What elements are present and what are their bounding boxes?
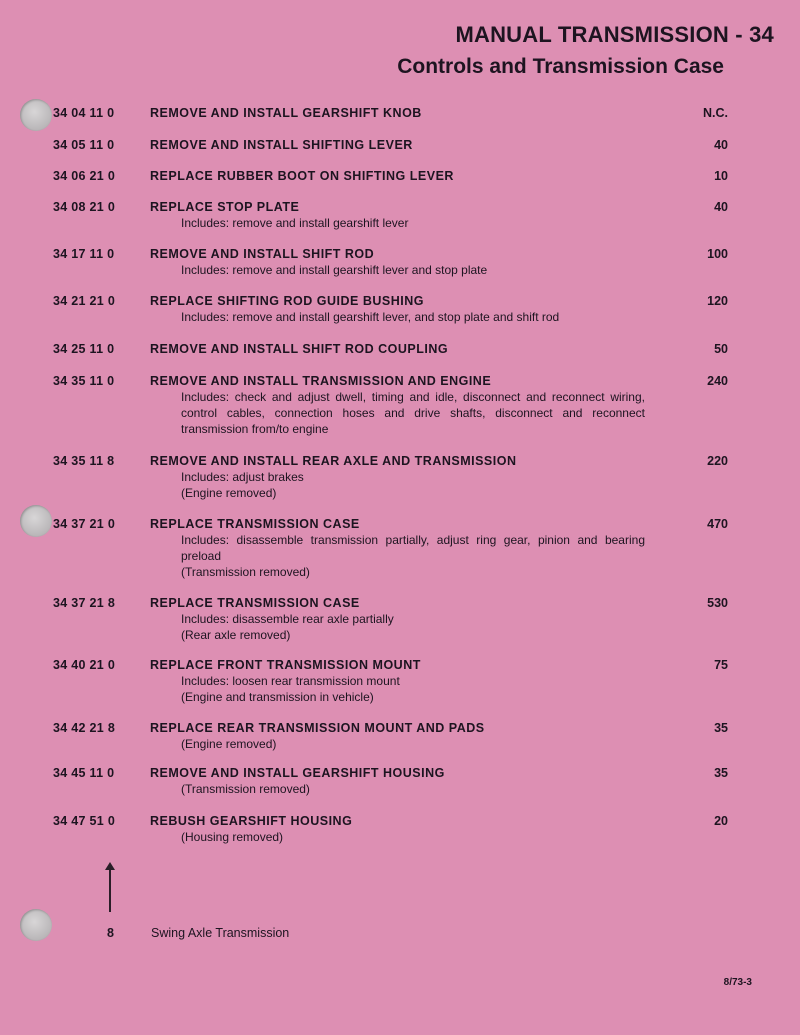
- includes-text: Includes: disassemble rear axle partially: [181, 612, 394, 626]
- time-value: 75: [714, 658, 728, 672]
- includes-text: Includes: remove and install gearshift lever, and stop plate and shift rod: [181, 310, 560, 324]
- operation-title: REMOVE AND INSTALL SHIFT ROD: [150, 247, 375, 261]
- binder-hole-top: [20, 99, 52, 131]
- condition-note: (Engine and transmission in vehicle): [181, 690, 374, 704]
- time-value: 20: [714, 814, 728, 828]
- section-name: Swing Axle Transmission: [151, 926, 290, 940]
- page-title: MANUAL TRANSMISSION - 34: [455, 22, 774, 47]
- time-value: 530: [707, 596, 728, 610]
- includes-text: Includes: loosen rear transmission mount: [181, 674, 400, 688]
- operation-code: 34 25 11 0: [53, 342, 115, 356]
- operation-title: REPLACE TRANSMISSION CASE: [150, 517, 360, 531]
- includes-text: Includes: adjust brakes: [181, 470, 304, 484]
- condition-note: (Engine removed): [181, 737, 277, 751]
- time-value: 470: [707, 517, 728, 531]
- operation-title: REPLACE REAR TRANSMISSION MOUNT AND PADS: [150, 721, 485, 735]
- operation-title: REMOVE AND INSTALL GEARSHIFT HOUSING: [150, 766, 445, 780]
- page-subtitle: Controls and Transmission Case: [397, 55, 724, 78]
- condition-note: (Rear axle removed): [181, 628, 291, 642]
- includes-text: Includes: disassemble transmission partially, adjust ring gear, pinion and bearing preload: [181, 533, 645, 563]
- time-value: N.C.: [703, 106, 728, 120]
- time-value: 35: [714, 766, 728, 780]
- condition-note: (Engine removed): [181, 486, 277, 500]
- operation-title: REPLACE RUBBER BOOT ON SHIFTING LEVER: [150, 169, 454, 183]
- operation-code: 34 21 21 0: [53, 294, 116, 308]
- time-value: 240: [707, 374, 728, 388]
- operation-code: 34 17 11 0: [53, 247, 115, 261]
- operation-code: 34 35 11 0: [53, 374, 115, 388]
- operation-code: 34 42 21 8: [53, 721, 116, 735]
- includes-text: Includes: check and adjust dwell, timing and idle, disconnect and reconnect wiring, control cables, connection hoses and drive shafts, disconnect and reconnect transmission from/to engine: [181, 390, 645, 436]
- time-value: 120: [707, 294, 728, 308]
- binder-hole-middle: [20, 505, 52, 537]
- operation-code: 34 37 21 0: [53, 517, 116, 531]
- operation-title: REPLACE SHIFTING ROD GUIDE BUSHING: [150, 294, 424, 308]
- operation-title: REMOVE AND INSTALL SHIFTING LEVER: [150, 138, 413, 152]
- time-value: 50: [714, 342, 728, 356]
- operation-title: REPLACE FRONT TRANSMISSION MOUNT: [150, 658, 421, 672]
- condition-note: (Transmission removed): [181, 565, 310, 579]
- condition-note: (Housing removed): [181, 830, 284, 844]
- document-reference: 8/73-3: [723, 977, 752, 988]
- arrow-line: [109, 868, 111, 912]
- operation-code: 34 06 21 0: [53, 169, 116, 183]
- operation-code: 34 04 11 0: [53, 106, 115, 120]
- operation-code: 34 47 51 0: [53, 814, 116, 828]
- operation-title: REBUSH GEARSHIFT HOUSING: [150, 814, 353, 828]
- operation-title: REMOVE AND INSTALL REAR AXLE AND TRANSMISSION: [150, 454, 517, 468]
- operation-title: REPLACE STOP PLATE: [150, 200, 300, 214]
- operation-code: 34 35 11 8: [53, 454, 115, 468]
- time-value: 220: [707, 454, 728, 468]
- binder-hole-bottom: [20, 909, 52, 941]
- time-value: 40: [714, 200, 728, 214]
- operation-code: 34 40 21 0: [53, 658, 116, 672]
- operation-code: 34 45 11 0: [53, 766, 115, 780]
- operation-title: REPLACE TRANSMISSION CASE: [150, 596, 360, 610]
- operation-code: 34 37 21 8: [53, 596, 116, 610]
- condition-note: (Transmission removed): [181, 782, 310, 796]
- time-value: 35: [714, 721, 728, 735]
- operation-title: REMOVE AND INSTALL SHIFT ROD COUPLING: [150, 342, 449, 356]
- time-value: 100: [707, 247, 728, 261]
- page-number: 8: [107, 926, 114, 940]
- operation-code: 34 08 21 0: [53, 200, 116, 214]
- operation-title: REMOVE AND INSTALL TRANSMISSION AND ENGINE: [150, 374, 492, 388]
- operation-code: 34 05 11 0: [53, 138, 115, 152]
- includes-text: Includes: remove and install gearshift lever: [181, 216, 409, 230]
- includes-text: Includes: remove and install gearshift lever and stop plate: [181, 263, 488, 277]
- operation-title: REMOVE AND INSTALL GEARSHIFT KNOB: [150, 106, 422, 120]
- time-value: 40: [714, 138, 728, 152]
- time-value: 10: [714, 169, 728, 183]
